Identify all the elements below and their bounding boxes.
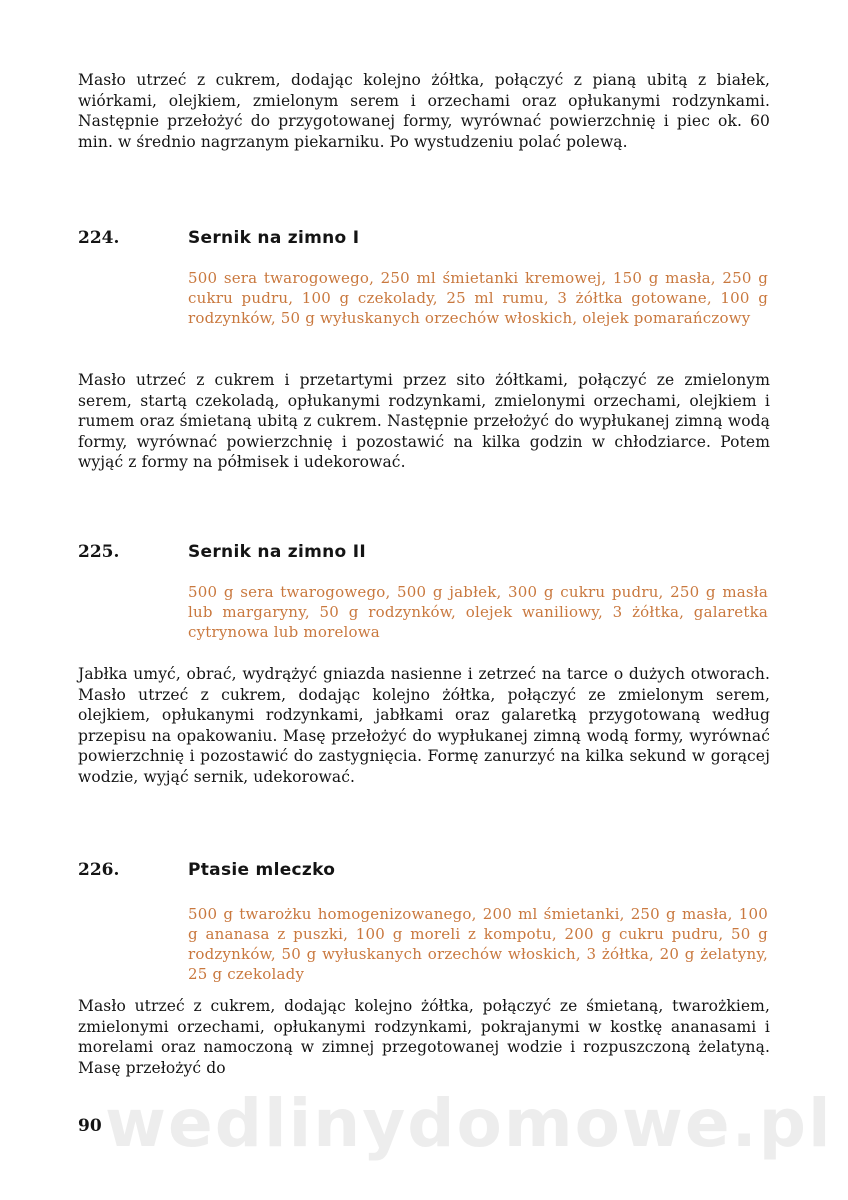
recipe-title: Ptasie mleczko — [188, 860, 336, 880]
intro-paragraph: Masło utrzeć z cukrem, dodając kolejno żółtka, połączyć z pianą ubitą z białek, wiórkami, olejkiem, zmielonym serem i orzechami oraz opłukanymi rodzynkami. Następnie przełożyć do przygotowanej formy, wyrównać powierzchnię i piec ok. 60 min. w średnio nagrzanym piekarniku. Po wystudzeniu polać polewą. — [78, 71, 770, 151]
recipe-title: Sernik na zimno I — [188, 228, 360, 248]
watermark: wedlinydomowe.pl — [105, 1085, 833, 1162]
recipe-number: 224. — [78, 228, 120, 248]
recipe-instructions: Masło utrzeć z cukrem, dodając kolejno żółtka, połączyć ze śmietaną, twarożkiem, zmielonymi orzechami, opłukanymi rodzynkami, pokrajanymi w kostkę ananasami i morelami oraz namoczoną w zimnej przegotowanej wodzie i rozpuszczoną żelatyną. Masę przełożyć do — [78, 997, 770, 1077]
recipe-instructions: Jabłka umyć, obrać, wydrążyć gniazda nasienne i zetrzeć na tarce o dużych otworach. Masło utrzeć z cukrem, dodając kolejno żółtka, połączyć ze zmielonym serem, olejkiem, opłukanymi rodzynkami, jabłkami oraz galaretką przygotowaną według przepisu na opakowaniu. Masę przełożyć do wypłukanej zimną wodą formy, wyrównać powierzchnię i pozostawić do zastygnięcia. Formę zanurzyć na kilka sekund w gorącej wodzie, wyjąć sernik, udekorować. — [78, 665, 770, 786]
recipe-ingredients: 500 g sera twarogowego, 500 g jabłek, 300 g cukru pudru, 250 g masła lub margaryny, 50 g rodzynków, olejek waniliowy, 3 żółtka, galaretka cytrynowa lub morelowa — [188, 583, 768, 641]
page-number: 90 — [78, 1116, 102, 1136]
recipe-number: 226. — [78, 860, 120, 880]
recipe-ingredients: 500 sera twarogowego, 250 ml śmietanki kremowej, 150 g masła, 250 g cukru pudru, 100 g czekolady, 25 ml rumu, 3 żółtka gotowane, 100 g rodzynków, 50 g wyłuskanych orzechów włoskich, olejek pomarańczowy — [188, 269, 768, 327]
recipe-title: Sernik na zimno II — [188, 542, 366, 562]
recipe-instructions: Masło utrzeć z cukrem i przetartymi przez sito żółtkami, połączyć ze zmielonym serem, startą czekoladą, opłukanymi rodzynkami, zmielonymi orzechami, olejkiem i rumem oraz śmietaną ubitą z cukrem. Następnie przełożyć do wypłukanej zimną wodą formy, wyrównać powierzchnię i pozostawić na kilka godzin w chłodziarce. Potem wyjąć z formy na półmisek i udekorować. — [78, 371, 770, 471]
recipe-number: 225. — [78, 542, 120, 562]
recipe-ingredients: 500 g twarożku homogenizowanego, 200 ml śmietanki, 250 g masła, 100 g ananasa z puszki, 100 g moreli z kompotu, 200 g cukru pudru, 50 g rodzynków, 50 g wyłuskanych orzechów włoskich, 3 żółtka, 20 g żelatyny, 25 g czekolady — [188, 905, 768, 983]
